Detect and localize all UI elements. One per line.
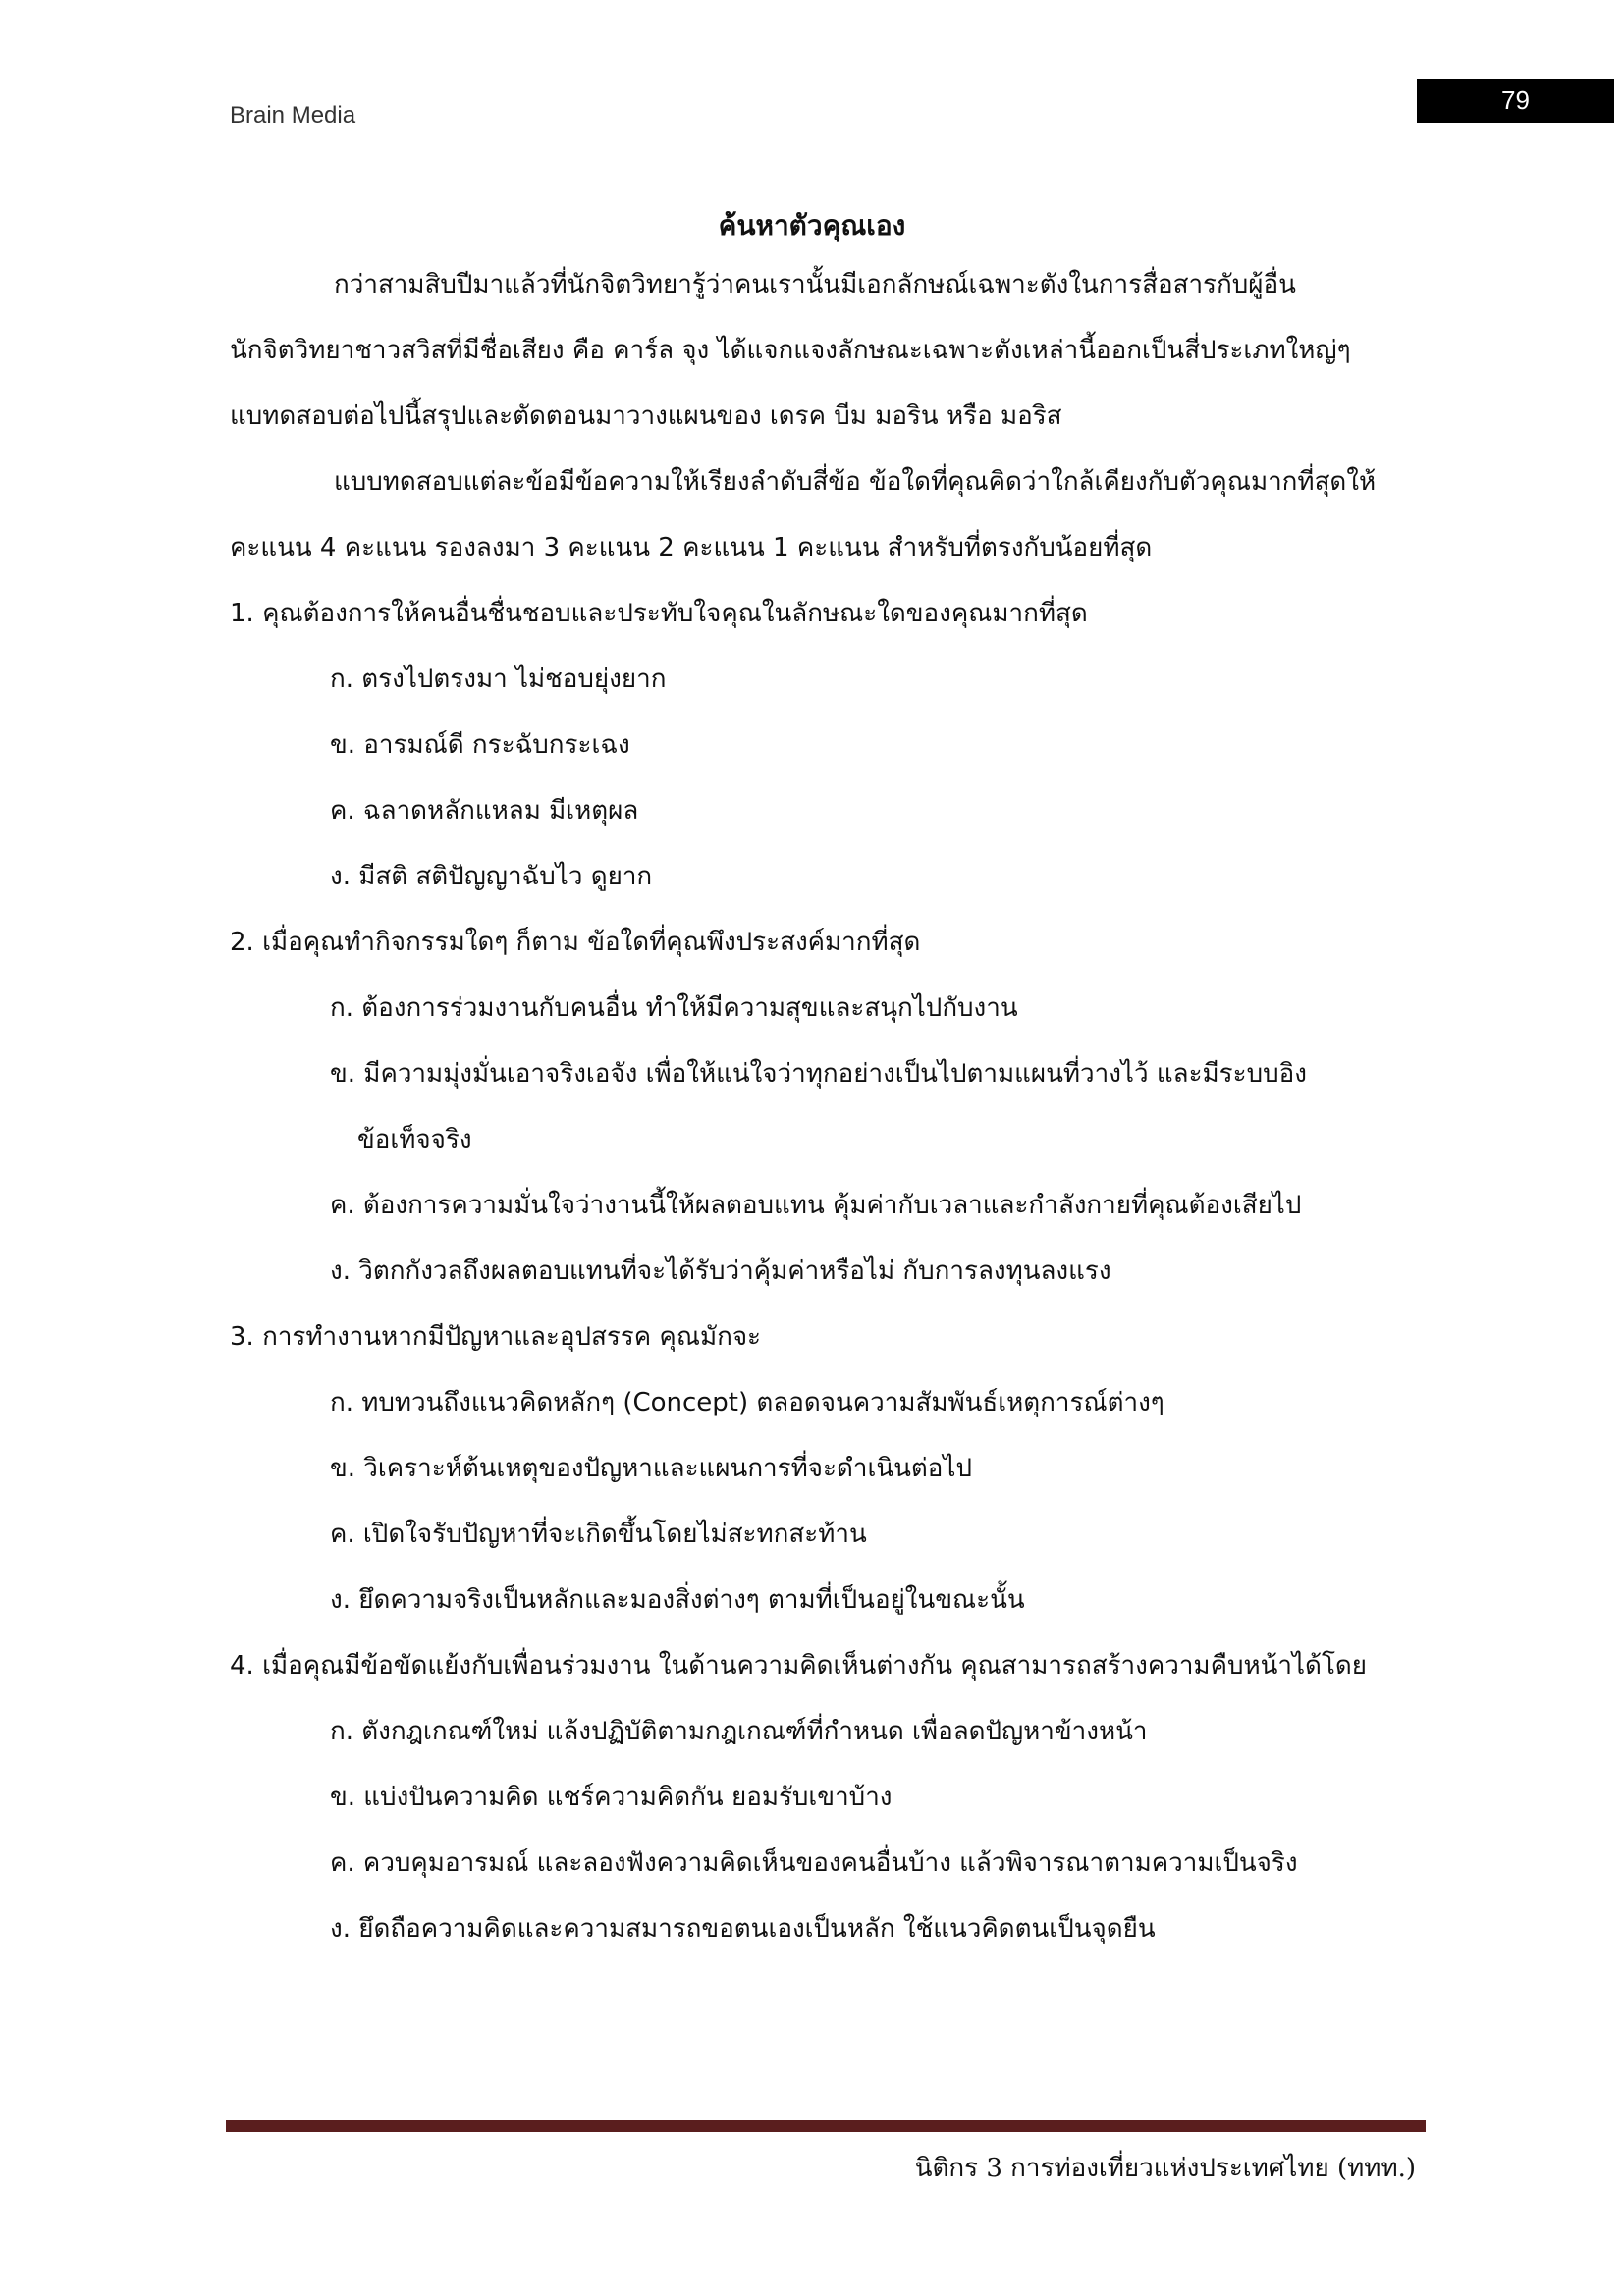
intro-line: แบทดสอบต่อไปนี้สรุปและตัดตอนมาวางแผนของ เดรค บีม มอริน หรือ มอริส (230, 401, 1062, 431)
question-3-option-d: ง. ยึดความจริงเป็นหลักและมองสิ่งต่างๆ ตามที่เป็นอยู่ในขณะนั้น (330, 1585, 1025, 1615)
question-2-option-c: ค. ต้องการความมั่นใจว่างานนี้ให้ผลตอบแทน คุ้มค่ากับเวลาและกำลังกายที่คุณต้องเสียไป (330, 1191, 1302, 1220)
header-brand: Brain Media (230, 102, 356, 129)
question-1-option-a: ก. ตรงไปตรงมา ไม่ชอบยุ่งยาก (330, 665, 667, 694)
question-4-option-d: ง. ยึดถือความคิดและความสมารถขอตนเองเป็นหลัก ใช้แนวคิดตนเป็นจุดยืน (330, 1914, 1156, 1944)
footer-rule (226, 2120, 1426, 2132)
question-4-option-b: ข. แบ่งปันความคิด แชร์ความคิดกัน ยอมรับเขาบ้าง (330, 1783, 893, 1812)
question-2: 2. เมื่อคุณทำกิจกรรมใดๆ ก็ตาม ข้อใดที่คุณพึงประสงค์มากที่สุด (230, 928, 921, 957)
intro-line: กว่าสามสิบปีมาแล้วที่นักจิตวิทยารู้ว่าคนเรานั้นมีเอกลักษณ์เฉพาะตังในการสื่อสารกับผู้อื่น (334, 270, 1296, 299)
question-1-option-b: ข. อารมณ์ดี กระฉับกระเฉง (330, 730, 630, 760)
footer-text: นิติกร 3 การท่องเที่ยวแห่งประเทศไทย (ททท.) (914, 2154, 1416, 2183)
question-3-option-c: ค. เปิดใจรับปัญหาที่จะเกิดขึ้นโดยไม่สะทกสะท้าน (330, 1520, 867, 1549)
question-2-option-b: ข. มีความมุ่งมั่นเอาจริงเอจัง เพื่อให้แน่ใจว่าทุกอย่างเป็นไปตามแผนที่วางไว้ และมีระบบอิง (330, 1059, 1307, 1089)
question-2-option-d: ง. วิตกกังวลถึงผลตอบแทนที่จะได้รับว่าคุ้มค่าหรือไม่ กับการลงทุนลงแรง (330, 1256, 1111, 1286)
page-number-badge: 79 (1417, 79, 1614, 123)
page-title: ค้นหาตัวคุณเอง (718, 209, 906, 241)
question-3-option-b: ข. วิเคราะห์ต้นเหตุของปัญหาและแผนการที่จะดำเนินต่อไป (330, 1454, 972, 1483)
question-4-option-c: ค. ควบคุมอารมณ์ และลองฟังความคิดเห็นของคนอื่นบ้าง แล้วพิจารณาตามความเป็นจริง (330, 1848, 1298, 1878)
question-3: 3. การทำงานหากมีปัญหาและอุปสรรค คุณมักจะ (230, 1322, 762, 1352)
question-1-option-d: ง. มีสติ สติปัญญาฉับไว ดูยาก (330, 862, 653, 891)
question-1-option-c: ค. ฉลาดหลักแหลม มีเหตุผล (330, 796, 639, 826)
question-1: 1. คุณต้องการให้คนอื่นชื่นชอบและประทับใจคุณในลักษณะใดของคุณมากที่สุด (230, 599, 1088, 628)
intro-line: คะแนน 4 คะแนน รองลงมา 3 คะแนน 2 คะแนน 1 คะแนน สำหรับที่ตรงกับน้อยที่สุด (230, 533, 1153, 562)
question-2-option-b-continued: ข้อเท็จจริง (357, 1125, 472, 1154)
question-3-option-a: ก. ทบทวนถึงแนวคิดหลักๆ (Concept) ตลอดจนความสัมพันธ์เหตุการณ์ต่างๆ (330, 1388, 1164, 1417)
question-4-option-a: ก. ตังกฎเกณฑ์ใหม่ แล้งปฏิบัติตามกฎเกณฑ์ที่กำหนด เพื่อลดปัญหาข้างหน้า (330, 1717, 1148, 1746)
question-4: 4. เมื่อคุณมีข้อขัดแย้งกับเพื่อนร่วมงาน ในด้านความคิดเห็นต่างกัน คุณสามารถสร้างความคืบหน้าได้โดย (230, 1651, 1368, 1681)
intro-line: นักจิตวิทยาชาวสวิสที่มีชื่อเสียง คือ คาร์ล จุง ได้แจกแจงลักษณะเฉพาะตังเหล่านี้ออกเป็นสี่ประเภทใหญ่ๆ (230, 336, 1351, 365)
intro-line: แบบทดสอบแต่ละข้อมีข้อความให้เรียงลำดับสี่ข้อ ข้อใดที่คุณคิดว่าใกล้เคียงกับตัวคุณมากที่สุดให้ (334, 467, 1377, 497)
question-2-option-a: ก. ต้องการร่วมงานกับคนอื่น ทำให้มีความสุขและสนุกไปกับงาน (330, 993, 1018, 1023)
